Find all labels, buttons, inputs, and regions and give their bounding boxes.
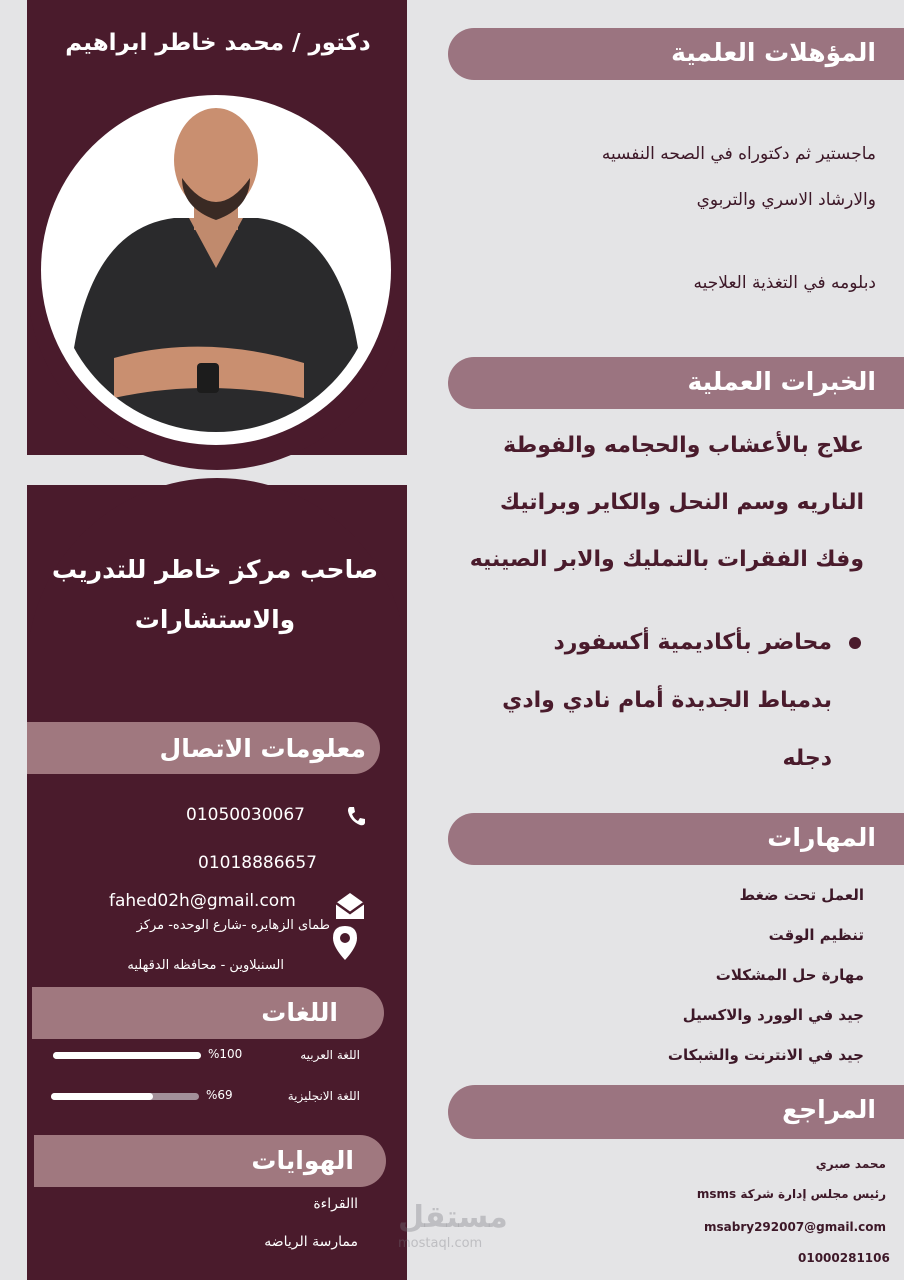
qualification-line: دبلومه في التغذية العلاجيه	[693, 273, 876, 293]
languages-heading: اللغات	[261, 998, 338, 1027]
language-name-english: اللغة الانجليزية	[287, 1089, 360, 1103]
experience-heading-pill	[448, 357, 904, 409]
qualifications-heading: المؤهلات العلمية	[671, 38, 876, 67]
qualification-line: والارشاد الاسري والتربوي	[696, 190, 876, 210]
language-name-arabic: اللغة العربيه	[300, 1048, 360, 1062]
experience-bullet-line: دجله	[782, 746, 832, 771]
contact-heading: معلومات الاتصال	[159, 734, 366, 763]
hobby-item: ممارسة الرياضه	[264, 1234, 358, 1250]
experience-line: وفك الفقرات بالتمليك والابر الصينيه	[469, 547, 864, 572]
experience-bullet-line: بدمياط الجديدة أمام نادي وادي	[502, 688, 832, 713]
qualifications-heading-pill	[448, 28, 904, 80]
skill-item: جيد في الوورد والاكسيل	[682, 1006, 864, 1024]
phone-1: 01050030067	[186, 805, 305, 825]
contact-heading-pill	[27, 722, 380, 774]
experience-line: الناريه وسم النحل والكاير وبراتيك	[499, 490, 864, 515]
language-bar-english	[51, 1093, 199, 1100]
watermark-logo: مستقل	[398, 1200, 508, 1235]
languages-heading-pill	[32, 987, 384, 1039]
experience-line: علاج بالأعشاب والحجامه والفوطة	[503, 433, 864, 458]
hobby-item: االقراءة	[313, 1196, 358, 1212]
references-heading: المراجع	[782, 1095, 876, 1124]
reference-name: محمد صبري	[815, 1157, 886, 1171]
reference-email: msabry292007@gmail.com	[704, 1220, 887, 1234]
skill-item: جيد في الانترنت والشبكات	[667, 1046, 864, 1064]
profile-photo	[54, 108, 378, 432]
hobbies-heading: الهوايات	[251, 1146, 354, 1175]
phone-icon	[346, 805, 366, 831]
doctor-name: دكتور / محمد خاطر ابراهيم	[65, 30, 371, 56]
experience-heading: الخبرات العملية	[687, 367, 876, 396]
watermark-domain: mostaql.com	[398, 1236, 483, 1251]
reference-title: رئيس مجلس إدارة شركة msms	[696, 1187, 886, 1201]
references-heading-pill	[448, 1085, 904, 1139]
language-bar-fill-arabic	[53, 1052, 201, 1059]
skill-item: مهارة حل المشكلات	[715, 966, 864, 984]
skills-heading-pill	[448, 813, 904, 865]
skill-item: العمل تحت ضغط	[739, 886, 864, 904]
bullet-icon	[849, 637, 861, 649]
address-line-2: السنبلاوين - محافظه الدقهليه	[127, 958, 284, 973]
skills-heading: المهارات	[767, 823, 876, 852]
phone-2: 01018886657	[198, 853, 317, 873]
address-line-1: طماى الزهايره -شارع الوحده- مركز	[136, 918, 330, 933]
hobbies-heading-pill	[34, 1135, 386, 1187]
role-line-1: صاحب مركز خاطر للتدريب	[51, 555, 379, 584]
qualification-line: ماجستير ثم دكتوراه في الصحه النفسيه	[601, 144, 876, 164]
language-percent-english: %69	[206, 1088, 233, 1102]
language-bar-fill-english	[51, 1093, 153, 1100]
location-pin-icon	[332, 925, 358, 965]
skill-item: تنظيم الوقت	[768, 926, 864, 944]
reference-phone: 01000281106	[798, 1251, 890, 1265]
envelope-icon	[334, 891, 366, 925]
experience-bullet-line: محاضر بأكاديمية أكسفورد	[553, 630, 832, 655]
language-bar-arabic	[53, 1052, 201, 1059]
role-line-2: والاستشارات	[134, 605, 296, 634]
email: fahed02h@gmail.com	[109, 891, 296, 911]
language-percent-arabic: %100	[208, 1047, 243, 1061]
